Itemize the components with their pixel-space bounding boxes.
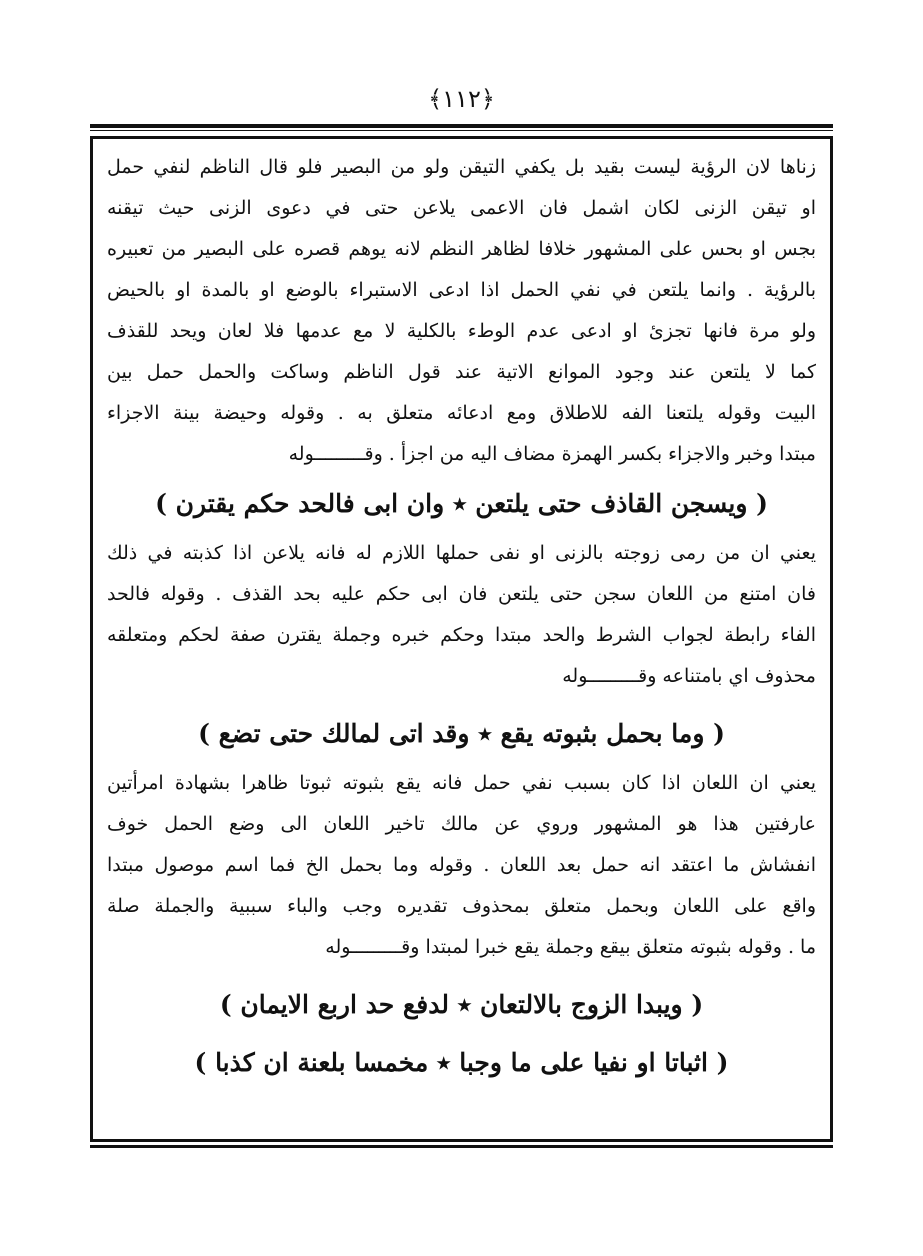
- commentary-line: بالرؤية . وانما يلتعن في نفي الحمل اذا ادعى الاستبراء بالوضع او بالمدة او بالحيض: [107, 279, 816, 301]
- commentary-line: عارفتين هذا هو المشهور وروي عن مالك تاخير اللعان الى وضع الحمل خوف: [107, 813, 816, 835]
- verse-line: ( وما بحمل بثبوته يقع ٭ وقد اتى لمالك حتى تضع ): [198, 719, 725, 748]
- verse-line: ( اثباتا او نفيا على ما وجبا ٭ مخمسا بلعنة ان كذبا ): [194, 1048, 729, 1077]
- commentary-line: محذوف اي بامتناعه وقـــــــــوله: [562, 665, 816, 687]
- commentary-line: الفاء رابطة لجواب الشرط والحد مبتدا وحكم خبره وجملة يقترن صفة لحكم ومتعلقه: [107, 624, 816, 646]
- page-number: ﴾١١٢﴿: [428, 85, 495, 113]
- commentary-line: ولو مرة فانها تجزئ او ادعى عدم الوطء بالكلية لا مع عدمها فلا لعان ويحد للقذف: [107, 320, 816, 342]
- commentary-line: ما . وقوله بثبوته متعلق بيقع وجملة يقع خبرا لمبتدا وقـــــــــوله: [325, 936, 816, 958]
- verse-line: ( ويسجن القاذف حتى يلتعن ٭ وان ابى فالحد حكم يقترن ): [155, 489, 768, 518]
- commentary-line: البيت وقوله يلتعنا الفه للاطلاق ومع ادعائه متعلق به . وقوله وحيضة بينة الاجزاء: [107, 402, 816, 424]
- text-frame: [90, 136, 833, 1142]
- verse-line: ( ويبدا الزوج بالالتعان ٭ لدفع حد اربع الايمان ): [219, 990, 704, 1019]
- page-text: [107, 147, 816, 1092]
- commentary-line: زناها لان الرؤية ليست بقيد بل يكفي التيقن ولو من البصير فلو قال الناظم لنفي حمل: [107, 156, 816, 178]
- commentary-line: انفشاش ما اعتقد انه حمل بعد اللعان . وقوله وما بحمل الخ فما اسم موصول مبتدا: [107, 854, 816, 876]
- header-rule-thin: [90, 130, 833, 131]
- commentary-line: يعني ان اللعان اذا كان بسبب نفي حمل فانه يقع بثبوته ثبوتا ظاهرا بشهادة امرأتين: [107, 772, 816, 794]
- header-rule-thick: [90, 124, 833, 128]
- commentary-line: فان امتنع من اللعان سجن حتى يلتعن فان ابى حكم عليه بحد القذف . وقوله فالحد: [107, 583, 816, 605]
- commentary-line: مبتدا وخبر والاجزاء بكسر الهمزة مضاف اليه من اجزأ . وقـــــــــوله: [288, 443, 816, 465]
- commentary-line: واقع على اللعان وبحمل متعلق بمحذوف تقديره وجب والباء سببية والجملة صلة: [107, 895, 816, 917]
- commentary-line: بجس او بحس على المشهور خلافا لظاهر النظم لانه يوهم قصره على البصير من تعبيره: [107, 238, 816, 260]
- commentary-line: او تيقن الزنى لكان اشمل فان الاعمى يلاعن حتى في دعوى الزنى حيث تيقنه: [107, 197, 816, 219]
- commentary-line: يعني ان من رمى زوجته بالزنى او نفى حملها اللازم له فانه يلاعن اذا كذبته في ذلك: [107, 542, 816, 564]
- commentary-line: كما لا يلتعن عند وجود الموانع الاتية عند قول الناظم وساكت والحمل حمل بين: [107, 361, 816, 383]
